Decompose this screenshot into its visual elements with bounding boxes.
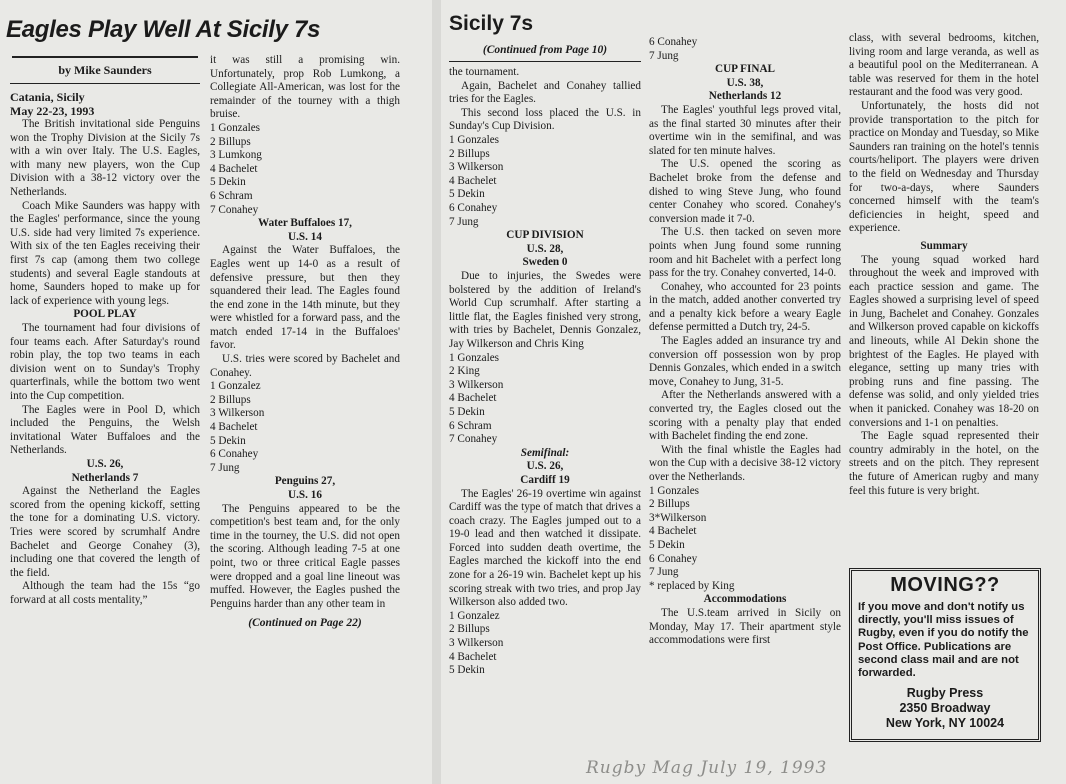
score-heading: Netherlands 12 xyxy=(708,90,782,103)
section-heading: CUP DIVISION xyxy=(506,229,584,242)
right-clipping xyxy=(441,0,1066,784)
roster-entry: 5 Dekin xyxy=(449,664,485,677)
roster-entry: 4 Bachelet xyxy=(449,174,497,187)
roster-entry: * replaced by King xyxy=(649,579,735,592)
roster-entry: 1 Gonzalez xyxy=(449,609,500,622)
roster-entry: 6 Schram xyxy=(449,419,492,432)
roster-entry: 7 Conahey xyxy=(449,433,498,446)
ad-address-line: Rugby Press xyxy=(906,686,984,701)
ad-title: MOVING?? xyxy=(890,574,1000,596)
roster-entry: 5 Dekin xyxy=(449,405,485,418)
paragraph: Coach Mike Saunders was happy with the Eagles' performance, since the young U.S. side had very limited 7s experience. With six of the ten Eagles receiving their first 7s cap (among them two college students) and several Eagle standouts at home, Saunders hoped to make up for lack of experience with young legs. xyxy=(10,199,200,307)
section-heading: Summary xyxy=(920,239,968,252)
roster-entry: 2 Billups xyxy=(649,498,690,511)
roster-entry: 2 Billups xyxy=(210,393,251,406)
section-heading: Semifinal: xyxy=(520,446,570,459)
section-heading: Accommodations xyxy=(703,593,787,606)
paragraph: Again, Bachelet and Conahey tallied tries for the Eagles. xyxy=(449,79,641,106)
right-column-1 xyxy=(449,44,641,678)
roster-entry: 7 Jung xyxy=(210,461,240,474)
paragraph: Unfortunately, the hosts did not provide transportation to the pitch for practice on Monday and Tuesday, so Mike Saunders ran training on the hotel's tennis courts/heliport. The players were driven to the field on Wednesday and Thursday for two-a-days, where Saunders concerned himself with the team's deficiencies in height, speed and experience. xyxy=(849,99,1039,235)
headline: Eagles Play Well At Sicily 7s xyxy=(6,16,321,43)
paragraph: the tournament. xyxy=(449,66,520,79)
headline: Sicily 7s xyxy=(449,12,534,35)
paragraph: The young squad worked hard throughout the week and improved with each practice session and game. The Eagles showed a surprising level of speed in Jung, Bachelet and Conahey. Gonzales and Wilkerson proved capable on kickoffs and lineouts, while Al Dekin shone the brightest of the Eagles. He played with elegance, setting up many tries with probing runs and fine passing. The defense was solid, and only yielded tries when it panicked. Conahey was 18-20 on conversions and 1-1 on penalties. xyxy=(849,253,1039,429)
section-heading: CUP FINAL xyxy=(715,63,775,76)
paragraph: class, with several bedrooms, kitchen, living room and large veranda, as well as a beautiful pool on the Mediterranean. A table was reserved for them in the hotel restaurant and the food was very good. xyxy=(849,32,1039,99)
continued-note: (Continued on Page 22) xyxy=(248,617,362,630)
roster-entry: 1 Gonzales xyxy=(210,121,261,134)
right-column-3 xyxy=(849,32,1039,498)
left-clipping xyxy=(0,0,432,784)
left-column-2 xyxy=(210,54,400,631)
paragraph: The Eagles' 26-19 overtime win against Cardiff was the type of match that drives a coach crazy. The Eagles jumped out to a 19-0 lead and then watched it dissipate. Forced into sudden death overtime, the Eagles marched the kickoff into the end zone for a 26-19 win. Bachelet kept up his scoring streak with two tries, and prop Jay Wilkerson also added two. xyxy=(449,487,641,609)
ad-address xyxy=(852,686,1038,731)
roster-entry: 2 Billups xyxy=(210,135,251,148)
roster-entry: 3*Wilkerson xyxy=(649,511,707,524)
ad-body: If you move and don't notify us directly, you'll miss issues of Rugby, even if you do notify the Post Office. Publications are second class mail and are not forwarded. xyxy=(858,601,1029,680)
score-heading: U.S. 14 xyxy=(288,230,322,243)
roster-entry: 4 Bachelet xyxy=(649,525,697,538)
divider xyxy=(449,61,641,63)
score-heading: U.S. 28, xyxy=(526,242,564,255)
paragraph: Conahey, who accounted for 23 points in the match, added another converted try and a penalty kick before a weary Eagle defense permitted a Dutch try, 24-5. xyxy=(649,280,841,334)
paragraph: Due to injuries, the Swedes were bolstered by the addition of Ireland's World Cup scrumhalf. After starting a little flat, the Eagles finished very strong, with tries by Bachelet, Dennis Gonzalez, Jay Wilkerson and Chris King xyxy=(449,270,641,350)
roster-entry: 4 Bachelet xyxy=(449,650,497,663)
score-heading: U.S. 26, xyxy=(86,457,124,470)
score-heading: U.S. 26, xyxy=(526,460,564,473)
roster-list xyxy=(449,352,641,447)
roster-entry: 6 Schram xyxy=(210,189,253,202)
roster-entry: 6 Conahey xyxy=(449,202,498,215)
roster-entry: 2 Billups xyxy=(449,147,490,160)
paragraph: The British invitational side Penguins won the Trophy Division at the Sicily 7s with a win over Italy. The U.S. Eagles, with many new players, won the Cup Division with a 38-12 victory over the Netherlands. xyxy=(10,118,200,199)
roster-entry: 7 Jung xyxy=(649,566,679,579)
ad-address-line: New York, NY 10024 xyxy=(885,716,1005,731)
paragraph: The Eagles' youthful legs proved vital, as the final started 30 minutes after their overtime win in the semifinal, and was slated for ten minute halves. xyxy=(649,103,841,157)
roster-entry: 6 Conahey xyxy=(649,552,698,565)
score-heading: Cardiff 19 xyxy=(520,473,570,486)
ad-address-line: 2350 Broadway xyxy=(899,701,991,716)
paragraph: The Eagles added an insurance try and conversion off possession won by prop Dennis Gonzales, which ended in a switch move, Conahey to Jung, 31-5. xyxy=(649,335,841,388)
roster-list xyxy=(649,485,841,594)
byline: by Mike Saunders xyxy=(58,63,152,77)
roster-list xyxy=(210,122,400,217)
paragraph: With the final whistle the Eagles had won the Cup with a decisive 38-12 victory over the Netherlands. xyxy=(649,443,841,483)
paragraph: it was still a promising win. Unfortunately, prop Rob Lumkong, a Collegiate All-American, was lost for the remainder of the tourney with a thigh bruise. xyxy=(210,54,400,121)
roster-entry: 3 Lumkong xyxy=(210,149,262,162)
roster-entry: 6 Conahey xyxy=(649,36,698,48)
roster-list xyxy=(210,380,400,475)
roster-entry: 6 Conahey xyxy=(210,448,259,461)
roster-list xyxy=(449,134,641,229)
paragraph: The U.S. then tacked on seven more points when Jung found some running room and hit Bachelet with a perfect long pass for the try. Conahey converted, 14-0. xyxy=(649,226,841,280)
paragraph: After the Netherlands answered with a converted try, the Eagles closed out the scoring with a penalty play that ended with Bachelet finding the end zone. xyxy=(649,389,841,443)
score-heading: Netherlands 7 xyxy=(71,471,139,484)
paragraph: The Eagle squad represented their country admirably in the hotel, on the streets and on the pitch. They represent the future of American rugby and many feel this future is very bright. xyxy=(849,430,1039,497)
roster-list xyxy=(449,610,641,678)
score-heading: Sweden 0 xyxy=(522,256,568,269)
dateline-place: Catania, Sicily xyxy=(10,90,85,105)
roster-entry: 2 King xyxy=(449,365,480,378)
roster-entry: 5 Dekin xyxy=(449,188,485,201)
roster-entry: 1 Gonzalez xyxy=(210,380,261,393)
roster-entry: 3 Wilkerson xyxy=(210,407,265,420)
right-column-2 xyxy=(649,36,841,648)
roster-entry: 2 Billups xyxy=(449,623,490,636)
score-heading: U.S. 16 xyxy=(288,489,322,501)
paragraph: The U.S. opened the scoring as Bachelet broke from the defense and dished to wing Steve Jung, who found center Conahey who scored. Conahey's conversion made it 7-0. xyxy=(649,158,841,225)
paragraph: The Eagles were in Pool D, which included the Penguins, the Welsh invitational Water Buffaloes and the Netherlands. xyxy=(10,403,200,457)
roster-entry: 3 Wilkerson xyxy=(449,378,504,391)
divider xyxy=(10,83,200,85)
roster-entry: 5 Dekin xyxy=(210,176,246,189)
moving-notice-ad xyxy=(849,568,1041,742)
score-heading: Penguins 27, xyxy=(274,475,336,488)
roster-entry: 7 Jung xyxy=(449,215,479,228)
paragraph: This second loss placed the U.S. in Sunday's Cup Division. xyxy=(449,106,641,133)
paragraph: Against the Water Buffaloes, the Eagles went up 14-0 as a result of defensive pressure, but then they squandered their lead. The Eagles found the end zone in the 14th minute, but they were whistled for a forward pass, and the match ended 17-14 in the Buffaloes' favor. xyxy=(210,244,400,352)
roster-list xyxy=(649,36,841,63)
roster-entry: 7 Jung xyxy=(649,49,679,62)
roster-entry: 3 Wilkerson xyxy=(449,161,504,174)
roster-entry: 3 Wilkerson xyxy=(449,637,504,650)
handwritten-note: Rugby Mag July 19, 1993 xyxy=(586,758,828,778)
roster-entry: 4 Bachelet xyxy=(210,162,258,175)
section-heading: POOL PLAY xyxy=(73,308,137,321)
roster-entry: 7 Conahey xyxy=(210,203,259,216)
score-heading: U.S. 38, xyxy=(726,76,764,89)
paragraph: Against the Netherland the Eagles scored from the opening kickoff, setting the tone for a dominating U.S. victory. Tries were scored by scrumhalf Andre Bachelet and George Conahey (3), including one that covered the length of the field. xyxy=(10,485,200,579)
paragraph: The Penguins appeared to be the competition's best team and, for the only time in the tourney, the U.S. did not open the scoring. Although leading 7-5 at one point, two or three critical Eagle passes were dropped and a goal line lineout was muffed. However, the Eagles pushed the Penguins harder than any other team in xyxy=(210,502,400,610)
divider xyxy=(12,56,198,58)
paragraph: Although the team had the 15s “go forward at all costs mentality,” xyxy=(10,580,200,606)
paragraph: The tournament had four divisions of four teams each. After Saturday's round robin play, the top two teams in each division went on to Sunday's Trophy quarterfinals, while the bottom two went into the Cup competition. xyxy=(10,322,200,402)
score-heading: Water Buffaloes 17, xyxy=(258,217,352,230)
continued-note: (Continued from Page 10) xyxy=(482,44,608,56)
roster-entry: 1 Gonzales xyxy=(449,351,500,364)
dateline-dates: May 22-23, 1993 xyxy=(10,104,95,119)
roster-entry: 4 Bachelet xyxy=(210,421,258,434)
paragraph: The U.S.team arrived in Sicily on Monday, May 17. Their apartment style accommodations were first xyxy=(649,606,841,647)
paragraph: U.S. tries were scored by Bachelet and Conahey. xyxy=(210,353,400,379)
roster-entry: 5 Dekin xyxy=(210,434,246,447)
left-column-1 xyxy=(10,64,200,607)
roster-entry: 5 Dekin xyxy=(649,538,685,551)
roster-entry: 1 Gonzales xyxy=(449,134,500,147)
roster-entry: 4 Bachelet xyxy=(449,392,497,405)
roster-entry: 1 Gonzales xyxy=(649,484,700,497)
